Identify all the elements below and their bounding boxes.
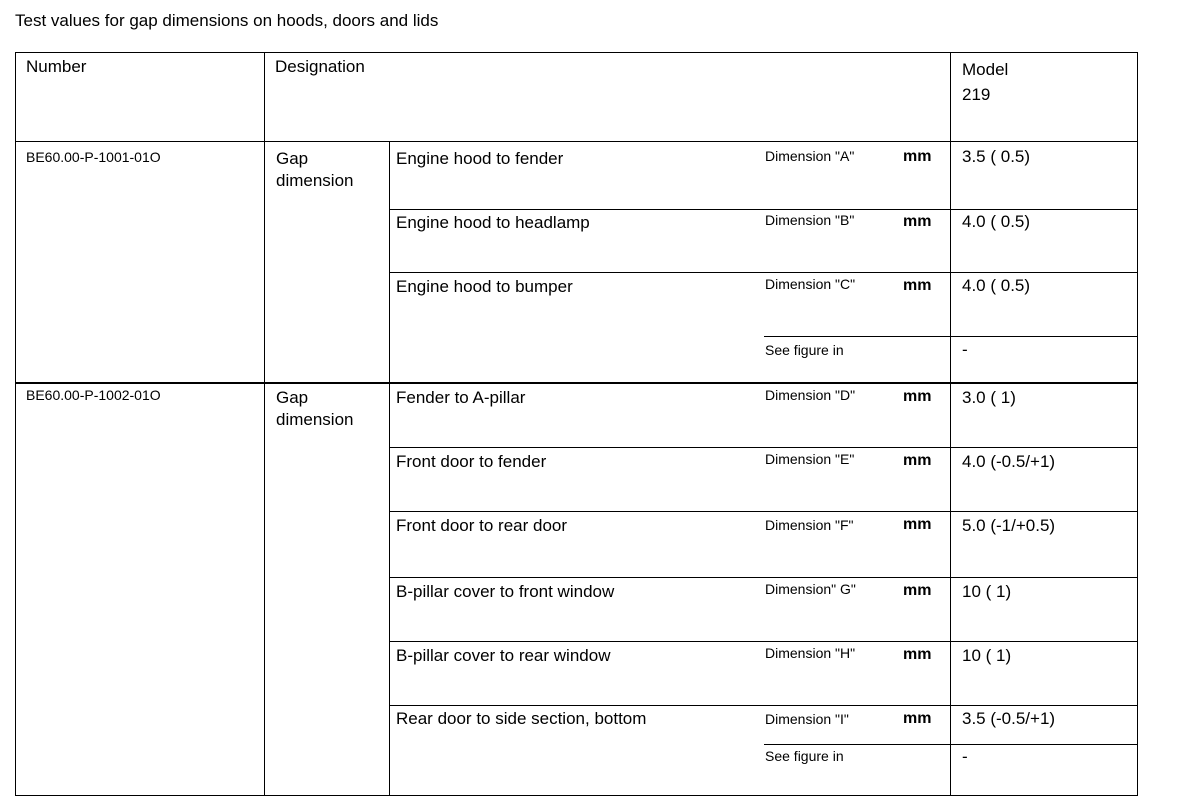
designation-line: Gap (276, 149, 309, 168)
see-figure-value: - (962, 340, 968, 359)
item-label: Rear door to side section, bottom (396, 709, 647, 728)
item-label: Front door to fender (396, 452, 547, 471)
header-designation: Designation (275, 57, 365, 76)
unit-label: mm (903, 452, 932, 469)
value-cell: 3.5 (-0.5/+1) (962, 709, 1056, 728)
item-label: Fender to A-pillar (396, 388, 526, 407)
unit-label: mm (903, 582, 932, 599)
col-divider-model (950, 53, 951, 795)
dimension-label: Dimension "C" (765, 276, 856, 292)
value-cell: 5.0 (-1/+0.5) (962, 516, 1056, 535)
row-divider (389, 641, 1137, 642)
unit-label: mm (903, 710, 932, 727)
group-designation (276, 148, 354, 192)
item-label: Engine hood to headlamp (396, 213, 590, 232)
header-model-value: 219 (962, 85, 991, 104)
gap-dimension-table (15, 52, 1138, 796)
item-label: B-pillar cover to front window (396, 582, 615, 601)
dimension-label: Dimension "I" (765, 711, 849, 727)
group-divider (16, 382, 1137, 384)
unit-label: mm (903, 213, 932, 230)
dimension-label: Dimension "H" (765, 645, 856, 661)
group-number: BE60.00-P-1001-01O (26, 149, 161, 165)
value-cell: 4.0 ( 0.5) (962, 276, 1031, 295)
see-figure-label: See figure in (765, 748, 844, 764)
unit-label: mm (903, 646, 932, 663)
group-designation (276, 387, 354, 431)
item-label: B-pillar cover to rear window (396, 646, 611, 665)
value-cell: 4.0 ( 0.5) (962, 212, 1031, 231)
designation-line: dimension (276, 171, 354, 190)
designation-line: dimension (276, 410, 354, 429)
row-divider (389, 511, 1137, 512)
row-divider (389, 705, 1137, 706)
row-divider (764, 336, 1137, 337)
item-label: Engine hood to fender (396, 149, 564, 168)
col-divider-number (264, 53, 265, 795)
dimension-label: Dimension" G" (765, 581, 856, 597)
unit-label: mm (903, 277, 932, 294)
dimension-label: Dimension "A" (765, 148, 855, 164)
dimension-label: Dimension "E" (765, 451, 855, 467)
unit-label: mm (903, 388, 932, 405)
header-divider (16, 141, 1137, 142)
item-label: Engine hood to bumper (396, 277, 573, 296)
value-cell: 10 ( 1) (962, 646, 1012, 665)
see-figure-value: - (962, 747, 968, 766)
value-cell: 4.0 (-0.5/+1) (962, 452, 1056, 471)
value-cell: 3.5 ( 0.5) (962, 147, 1031, 166)
row-divider (389, 577, 1137, 578)
designation-line: Gap (276, 388, 309, 407)
row-divider (389, 447, 1137, 448)
unit-label: mm (903, 148, 932, 165)
group-number: BE60.00-P-1002-01O (26, 387, 161, 403)
header-model-label: Model (962, 60, 1009, 79)
header-number: Number (26, 57, 87, 76)
unit-label: mm (903, 516, 932, 533)
see-figure-label: See figure in (765, 342, 844, 358)
row-divider (389, 272, 1137, 273)
dimension-label: Dimension "B" (765, 212, 855, 228)
page-title: Test values for gap dimensions on hoods, doors and lids (15, 11, 439, 30)
dimension-label: Dimension "F" (765, 517, 854, 533)
value-cell: 3.0 ( 1) (962, 388, 1016, 407)
row-divider (764, 744, 1137, 745)
dimension-label: Dimension "D" (765, 387, 856, 403)
item-label: Front door to rear door (396, 516, 568, 535)
value-cell: 10 ( 1) (962, 582, 1012, 601)
row-divider (389, 209, 1137, 210)
col-divider-designation (389, 142, 390, 795)
